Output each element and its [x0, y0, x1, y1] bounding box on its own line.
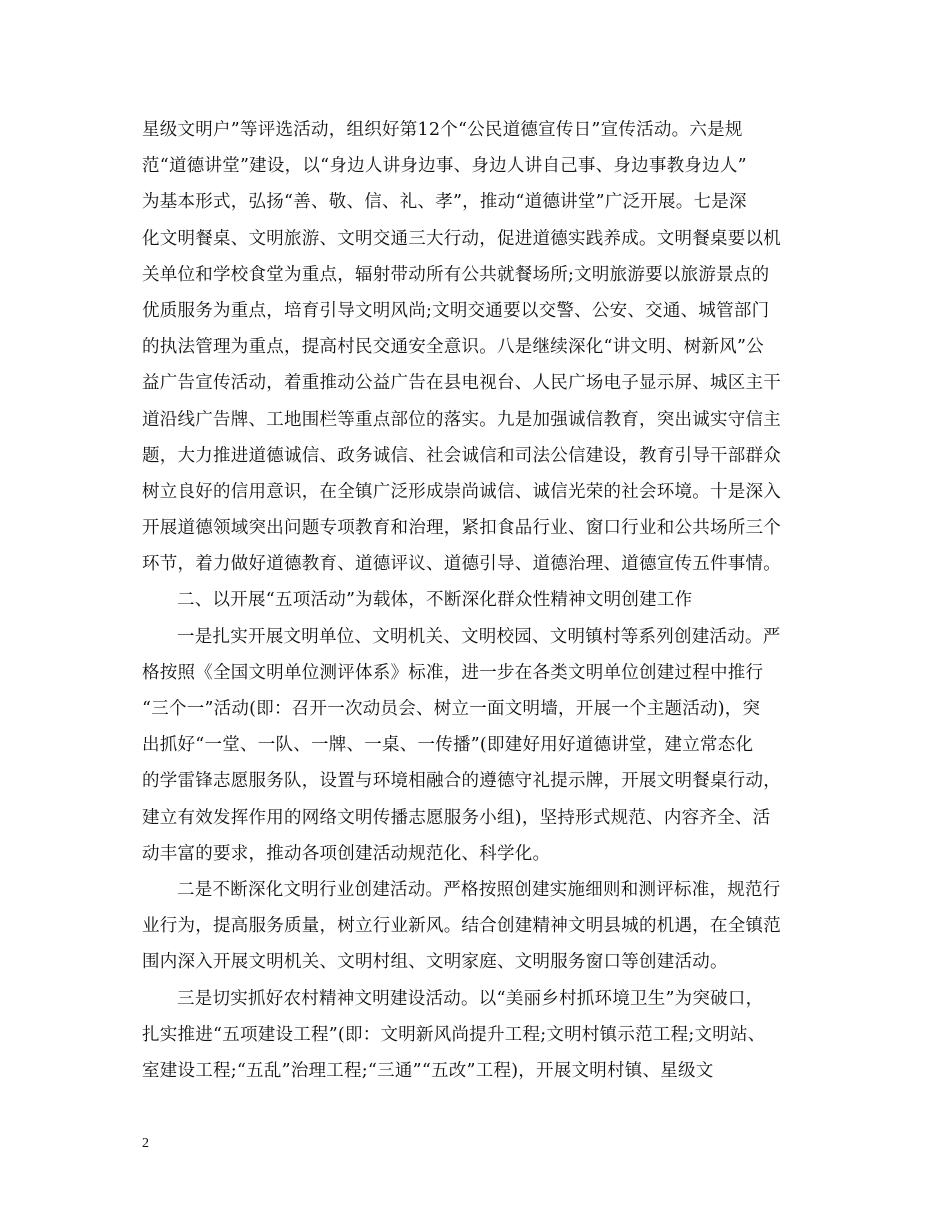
text-line: 星级文明户”等评选活动，组织好第12个“公民道德宣传日”宣传活动。六是规 [142, 120, 743, 140]
text-line: 优质服务为重点，培育引导文明风尚;文明交通要以交警、公安、交通、城管部门 [142, 300, 770, 321]
text-line: 二、以开展“五项活动”为载体，不断深化群众性精神文明创建工作 [177, 590, 693, 611]
text-line: 业行为，提高服务质量，树立行业新风。结合创建精神文明县城的机遇，在全镇范 [142, 916, 781, 937]
text-line: 为基本形式，弘扬“善、敬、信、礼、孝”，推动“道德讲堂”广泛开展。七是深 [142, 192, 747, 213]
document-body [142, 112, 842, 1089]
text-line: 范“道德讲堂”建设，以“身边人讲身边事、身边人讲自己事、身边事教身边人” [142, 156, 747, 177]
text-line: 环节，着力做好道德教育、道德评议、道德引导、道德治理、道德宣传五件事情。 [142, 554, 781, 575]
page-number: 2 [142, 1136, 149, 1151]
text-line: 出抓好“一堂、一队、一牌、一桌、一传播”(即建好用好道德讲堂，建立常态化 [142, 735, 754, 756]
text-line: 道沿线广告牌、工地围栏等重点部位的落实。九是加强诚信教育，突出诚实守信主 [142, 409, 781, 430]
text-line: 三是切实抓好农村精神文明建设活动。以“美丽乡村抓环境卫生”为突破口， [177, 988, 764, 1009]
text-line: 围内深入开展文明机关、文明村组、文明家庭、文明服务窗口等创建活动。 [142, 952, 728, 973]
text-line: 树立良好的信用意识，在全镇广泛形成崇尚诚信、诚信光荣的社会环境。十是深入 [142, 481, 781, 502]
text-line: 益广告宣传活动，着重推动公益广告在县电视台、人民广场电子显示屏、城区主干 [142, 373, 781, 394]
text-line: 的学雷锋志愿服务队，设置与环境相融合的遵德守礼提示牌，开展文明餐桌行动， [142, 771, 781, 792]
text-line: 建立有效发挥作用的网络文明传播志愿服务小组)，坚持形式规范、内容齐全、活 [142, 807, 771, 828]
text-line: 的执法管理为重点，提高村民交通安全意识。八是继续深化“讲文明、树新风”公 [142, 337, 764, 358]
text-line: “三个一”活动(即：召开一次动员会、树立一面文明墙，开展一个主题活动)，突 [142, 699, 761, 719]
text-line: 二是不断深化文明行业创建活动。严格按照创建实施细则和测评标准，规范行 [177, 879, 781, 900]
text-line: 一是扎实开展文明单位、文明机关、文明校园、文明镇村等系列创建活动。严 [177, 626, 781, 647]
text-line: 关单位和学校食堂为重点，辐射带动所有公共就餐场所;文明旅游要以旅游景点的 [142, 264, 770, 285]
text-line: 室建设工程;“五乱”治理工程;“三通”“五改”工程)，开展文明村镇、星级文 [142, 1060, 714, 1081]
text-line: 题，大力推进道德诚信、政务诚信、社会诚信和司法公信建设，教育引导干部群众 [142, 445, 781, 466]
text-line: 动丰富的要求，推动各项创建活动规范化、科学化。 [142, 843, 551, 864]
text-line: 扎实推进“五项建设工程”(即：文明新风尚提升工程;文明村镇示范工程;文明站、 [142, 1024, 766, 1045]
text-line: 化文明餐桌、文明旅游、文明交通三大行动，促进道德实践养成。文明餐桌要以机 [142, 228, 781, 249]
text-line: 格按照《全国文明单位测评体系》标准，进一步在各类文明单位创建过程中推行 [142, 662, 764, 683]
text-line: 开展道德领域突出问题专项教育和治理，紧扣食品行业、窗口行业和公共场所三个 [142, 518, 781, 539]
